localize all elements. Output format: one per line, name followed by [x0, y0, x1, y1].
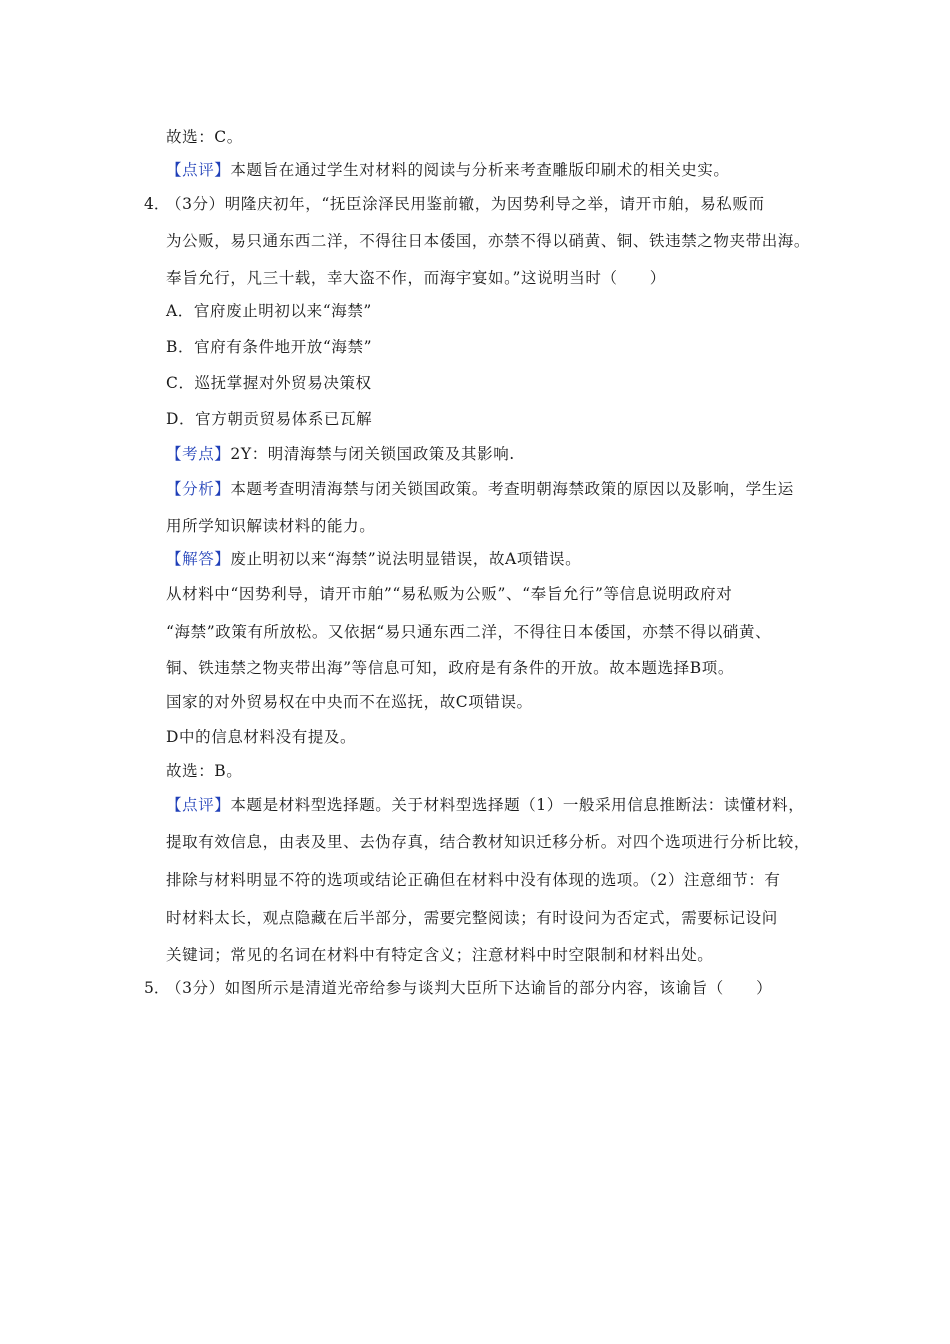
option-d: D．官方朝贡贸易体系已瓦解	[166, 410, 373, 428]
dianping-text-1: 本题是材料型选择题。关于材料型选择题（1）一般采用信息推断法：读懂材料，	[230, 796, 805, 814]
option-b: B．官府有条件地开放“海禁”	[166, 338, 373, 356]
kaodian-text: 2Y：明清海禁与闭关锁国政策及其影响.	[230, 445, 515, 463]
fenxi-line-1	[166, 478, 794, 500]
jieda-line-4: 铜、铁违禁之物夹带出海”等信息可知，政府是有条件的开放。故本题选择B项。	[166, 659, 734, 677]
fenxi-tag: 【分析】	[166, 480, 231, 498]
prev-answer-line: 故选：C。	[166, 128, 243, 146]
jieda-answer-line: 故选：B。	[166, 762, 243, 780]
option-c: C．巡抚掌握对外贸易决策权	[166, 374, 372, 392]
kaodian	[166, 443, 515, 465]
fenxi-line-2: 用所学知识解读材料的能力。	[166, 517, 376, 535]
jieda-line-6: D中的信息材料没有提及。	[166, 728, 357, 746]
question-5-stem: （3分）如图所示是清道光帝给参与谈判大臣所下达谕旨的部分内容，该谕旨（ ）	[166, 979, 773, 997]
dianping-line-1	[166, 794, 804, 816]
question-5-number: 5．	[144, 979, 170, 997]
jieda-line-1	[166, 548, 581, 570]
jieda-text-1: 废止明初以来“海禁”说法明显错误，故A项错误。	[230, 550, 582, 568]
jieda-line-2: 从材料中“因势利导，请开市舶”“易私贩为公贩”、“奉旨允行”等信息说明政府对	[166, 585, 733, 603]
question-4-stem-line-3: 奉旨允行，凡三十载，幸大盗不作，而海宇宴如。”这说明当时（ ）	[166, 269, 666, 287]
jieda-tag: 【解答】	[166, 550, 231, 568]
option-a: A．官府废止明初以来“海禁”	[166, 302, 372, 320]
dianping-line-2: 提取有效信息，由表及里、去伪存真，结合教材知识迁移分析。对四个选项进行分析比较，	[166, 833, 811, 851]
dianping-line-3: 排除与材料明显不符的选项或结论正确但在材料中没有体现的选项。（2）注意细节：有	[166, 871, 781, 889]
prev-comment	[166, 159, 730, 181]
question-4-stem-line-1: （3分）明隆庆初年，“抚臣涂泽民用鉴前辙，为因势利导之举，请开市舶，易私贩而	[166, 195, 765, 213]
comment-text: 本题旨在通过学生对材料的阅读与分析来考查雕版印刷术的相关史实。	[230, 161, 730, 179]
dianping-tag: 【点评】	[166, 796, 231, 814]
dianping-line-5: 关键词；常见的名词在材料中有特定含义；注意材料中时空限制和材料出处。	[166, 946, 714, 964]
question-4-number: 4．	[144, 195, 170, 213]
dianping-line-4: 时材料太长，观点隐藏在后半部分，需要完整阅读；有时设问为否定式，需要标记设问	[166, 909, 778, 927]
jieda-line-5: 国家的对外贸易权在中央而不在巡抚，故C项错误。	[166, 693, 533, 711]
question-4-stem-line-2: 为公贩，易只通东西二洋，不得往日本倭国，亦禁不得以硝黄、铜、铁违禁之物夹带出海。	[166, 232, 811, 250]
jieda-line-3: “海禁”政策有所放松。又依据“易只通东西二洋，不得往日本倭国，亦禁不得以硝黄、	[166, 623, 772, 641]
kaodian-tag: 【考点】	[166, 445, 231, 463]
comment-tag: 【点评】	[166, 161, 231, 179]
fenxi-text-1: 本题考查明清海禁与闭关锁国政策。考查明朝海禁政策的原因以及影响，学生运	[230, 480, 794, 498]
